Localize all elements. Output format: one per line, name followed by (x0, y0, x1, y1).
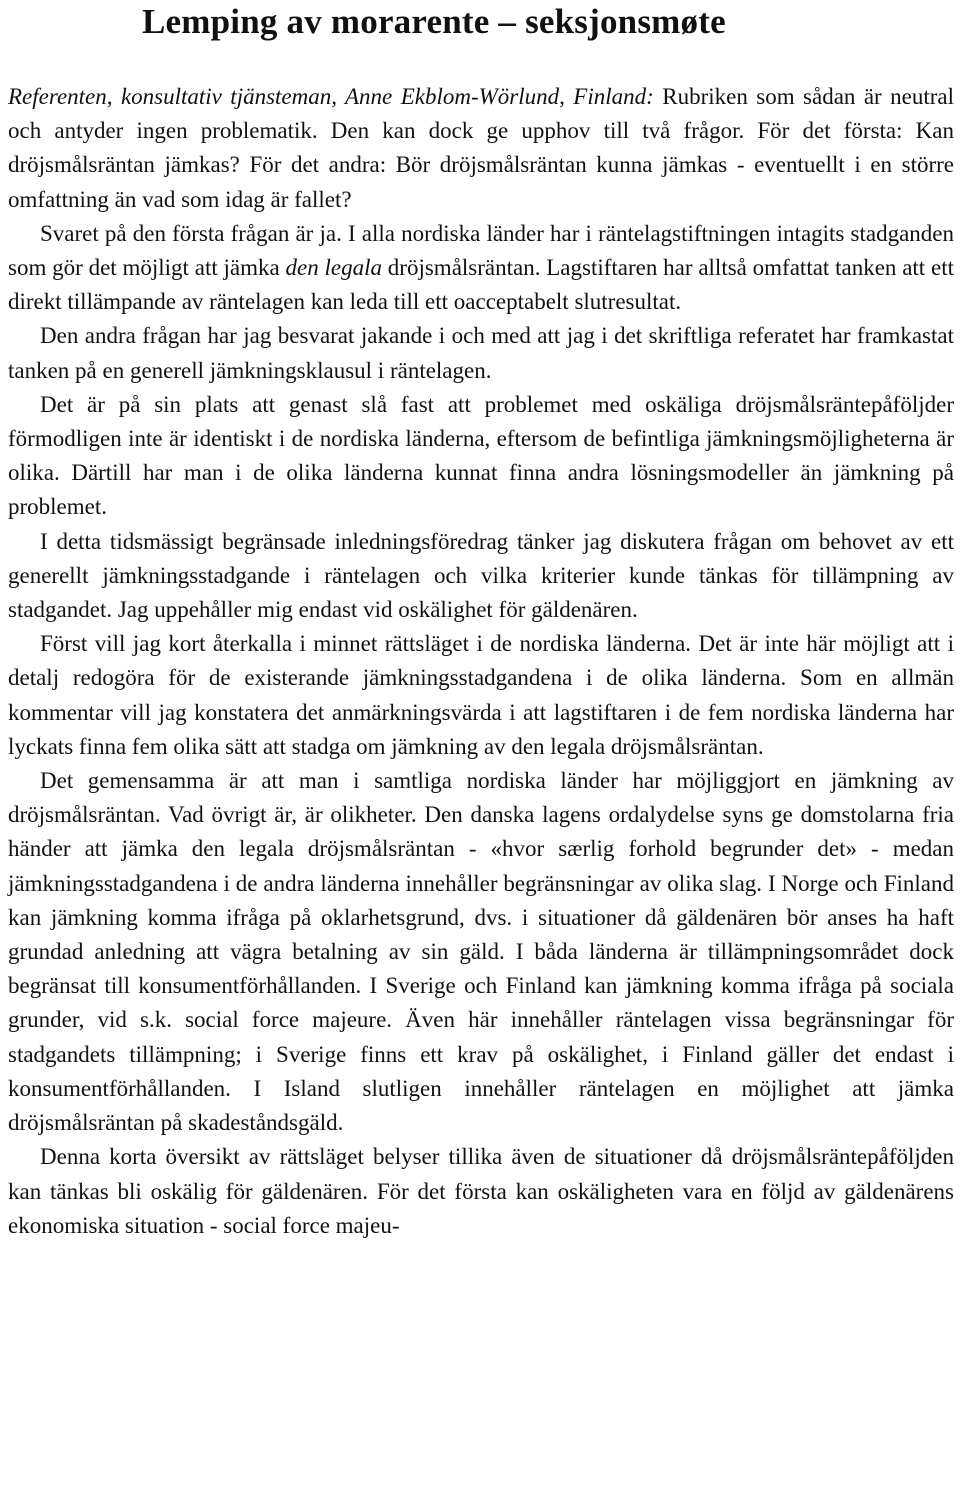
paragraph-1 (8, 80, 954, 217)
paragraph-2-text-pre: Svaret på den första frågan är ja. I alla nordiska länder har i räntelagstiftningen intagits stadganden som gör det möjligt att jämka (8, 220, 954, 281)
document-page (8, 0, 954, 1243)
paragraph-4: Det är på sin plats att genast slå fast att problemet med oskäliga dröjsmålsräntepåföljder förmodligen inte är identiskt i de nordiska länderna, eftersom de befintliga jämkningsmöjligheterna är olika. Därtill har man i de olika länderna kunnat finna andra lösningsmodeller än jämkning på problemet. (8, 391, 954, 520)
paragraph-8: Denna korta översikt av rättsläget belyser tillika även de situationer då dröjsmålsräntepåföljden kan tänkas bli oskälig för gäldenären. För det första kan oskäligheten vara en följd av gäldenärens ekonomiska situation - social force majeu- (8, 1144, 954, 1238)
paragraph-7: Det gemensamma är att man i samtliga nordiska länder har möjliggjort en jämkning av dröjsmålsräntan. Vad övrigt är, är olikheter. Den danska lagens ordalydelse syns ge domstolarna fria händer att jämka den legala dröjsmålsräntan - «hvor særlig forhold begrunder det» - medan jämkningsstadgandena i de andra länderna innehåller begränsningar av olika slag. I Norge och Finland kan jämkning komma ifråga på oklarhetsgrund, dvs. i situationer då gäldenären bör anses ha haft grundad anledning att vägra betalning av sin gäld. I båda länderna är tillämpningsområdet dock begränsat till konsumentförhållanden. I Sverige och Finland kan jämkning komma ifråga på sociala grunder, vid s.k. social force majeure. Även här innehåller räntelagen vissa begränsningar för stadgandets tillämpning; i Sverige finns ett krav på oskälighet, i Finland gäller det endast i konsumentförhållanden. I Island slutligen innehåller räntelagen en möjlighet att jämka dröjsmålsräntan på skadeståndsgäld. (8, 768, 954, 1136)
speaker-attribution: Referenten, konsultativ tjänsteman, Anne Ekblom-Wörlund, Finland: (8, 84, 654, 109)
paragraph-2 (8, 217, 954, 320)
paragraph-2-text-post: dröjsmålsräntan. Lagstiftaren har alltså omfattat tanken att ett direkt tillämpande av räntelagen kan leda till ett oacceptabelt slutresultat. (8, 255, 954, 315)
paragraph-5: I detta tidsmässigt begränsade inledningsföredrag tänker jag diskutera frågan om behovet av ett generellt jämkningsstadgande i räntelagen och vilka kriterier kunde tänkas för tillämpning av stadgandet. Jag uppehåller mig endast vid oskälighet för gäldenären. (8, 528, 954, 623)
page-title: Lemping av morarente – seksjonsmøte (142, 2, 726, 41)
paragraph-2-emphasis: den legala (285, 255, 383, 281)
paragraph-6: Först vill jag kort återkalla i minnet rättsläget i de nordiska länderna. Det är inte här möjligt att i detalj redogöra för de existerande jämkningsstadgandena i de olika länderna. Som en allmän kommentar vill jag konstatera det anmärkningsvärda i att lagstiftaren i de fem nordiska länderna har lyckats finna fem olika sätt att stadga om jämkning av den legala dröjsmålsräntan. (8, 631, 954, 759)
paragraph-3: Den andra frågan har jag besvarat jakande i och med att jag i det skriftliga referatet har framkastat tanken på en generell jämkningsklausul i räntelagen. (8, 323, 954, 383)
paragraph-1-text: Rubriken som sådan är neutral och antyder ingen problematik. Den kan dock ge upphov till två frågor. För det första: Kan dröjsmålsräntan jämkas? För det andra: Bör dröjsmålsräntan kunna jämkas - eventuellt i en större omfattning än vad som idag är fallet? (8, 84, 954, 212)
document-body (8, 80, 954, 1243)
